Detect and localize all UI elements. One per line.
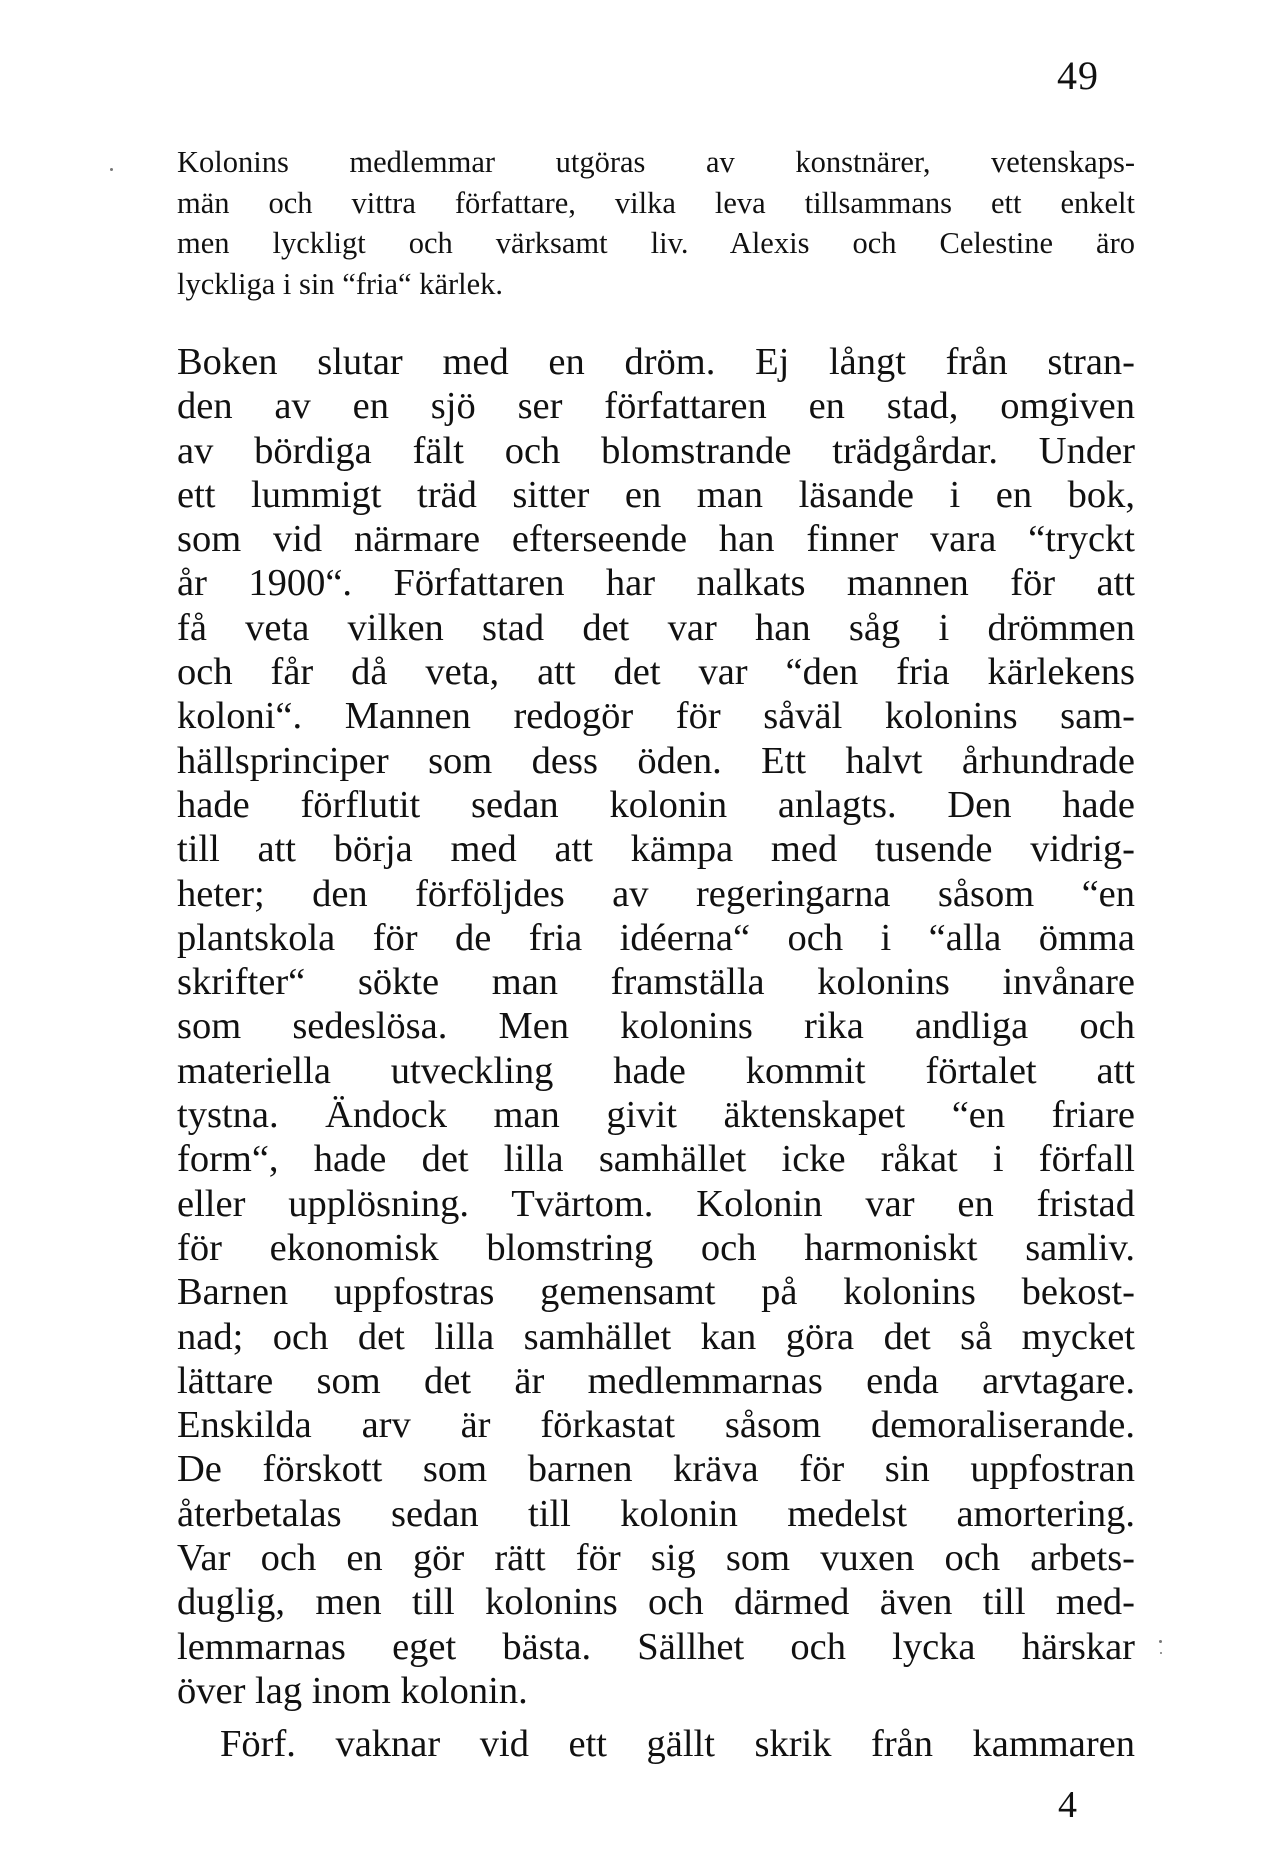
text-line: den av en sjö ser författaren en stad, omgiven	[177, 385, 1135, 428]
text-line: lättare som det är medlemmarnas enda arvtagare.	[177, 1359, 1135, 1402]
text-line: lyckliga i sin “fria“ kärlek.	[177, 267, 504, 302]
text-line: eller upplösning. Tvärtom. Kolonin var en fristad	[177, 1182, 1135, 1225]
text-line: Barnen uppfostras gemensamt på kolonins bekost-	[177, 1271, 1135, 1314]
text-line: lemmarnas eget bästa. Sällhet och lycka härskar	[177, 1625, 1135, 1668]
paragraph-dream	[177, 340, 1135, 1713]
text-line: år 1900“. Författaren har nalkats mannen för att	[177, 562, 1135, 605]
text-line: ett lummigt träd sitter en man läsande i en bok,	[177, 473, 1135, 516]
text-line: nad; och det lilla samhället kan göra det så mycket	[177, 1315, 1135, 1358]
text-line: och får då veta, att det var “den fria kärlekens	[177, 651, 1135, 694]
paragraph-awakening	[220, 1721, 1135, 1767]
text-line: duglig, men till kolonins och därmed även till med-	[177, 1581, 1135, 1624]
text-line: få veta vilken stad det var han såg i drömmen	[177, 606, 1135, 649]
text-line: Förf. vaknar vid ett gällt skrik från kammaren	[220, 1723, 1135, 1765]
text-line: Boken slutar med en dröm. Ej långt från stran-	[177, 341, 1135, 383]
text-line: Var och en gör rätt för sig som vuxen och arbets-	[177, 1537, 1135, 1580]
paragraph-colony-members	[177, 142, 1135, 305]
text-line: som vid närmare efterseende han finner vara “tryckt	[177, 518, 1135, 561]
scan-speck	[1159, 1640, 1162, 1643]
text-line: över lag inom kolonin.	[177, 1669, 528, 1712]
text-line: Enskilda arv är förkastat såsom demoraliserande.	[177, 1404, 1135, 1447]
text-line: heter; den förföljdes av regeringarna såsom “en	[177, 872, 1135, 915]
text-line: som sedeslösa. Men kolonins rika andliga och	[177, 1005, 1135, 1048]
text-line: hällsprinciper som dess öden. Ett halvt århundrade	[177, 739, 1135, 782]
text-line: till att börja med att kämpa med tusende vidrig-	[177, 828, 1135, 871]
scan-speck	[1160, 1652, 1162, 1654]
text-line: koloni“. Mannen redogör för såväl kolonins sam-	[177, 695, 1135, 738]
text-line: av bördiga fält och blomstrande trädgårdar. Under	[177, 429, 1135, 472]
signature-mark: 4	[1058, 1784, 1077, 1826]
text-line: män och vittra författare, vilka leva tillsammans ett enkelt	[177, 185, 1135, 220]
text-line: plantskola för de fria idéerna“ och i “alla ömma	[177, 916, 1135, 959]
text-line: form“, hade det lilla samhället icke råkat i förfall	[177, 1138, 1135, 1181]
text-line: för ekonomisk blomstring och harmoniskt samliv.	[177, 1226, 1135, 1269]
text-line: hade förflutit sedan kolonin anlagts. Den hade	[177, 783, 1135, 826]
text-line: materiella utveckling hade kommit förtalet att	[177, 1049, 1135, 1092]
scan-speck	[110, 168, 113, 171]
text-line: De förskott som barnen kräva för sin uppfostran	[177, 1448, 1135, 1491]
text-line: men lyckligt och värksamt liv. Alexis och Celestine äro	[177, 226, 1135, 261]
text-line: tystna. Ändock man givit äktenskapet “en friare	[177, 1094, 1135, 1137]
text-line: Kolonins medlemmar utgöras av konstnärer, vetenskaps-	[177, 145, 1135, 179]
text-line: återbetalas sedan till kolonin medelst amortering.	[177, 1492, 1135, 1535]
text-line: skrifter“ sökte man framställa kolonins invånare	[177, 961, 1135, 1004]
page-number: 49	[1057, 53, 1099, 98]
